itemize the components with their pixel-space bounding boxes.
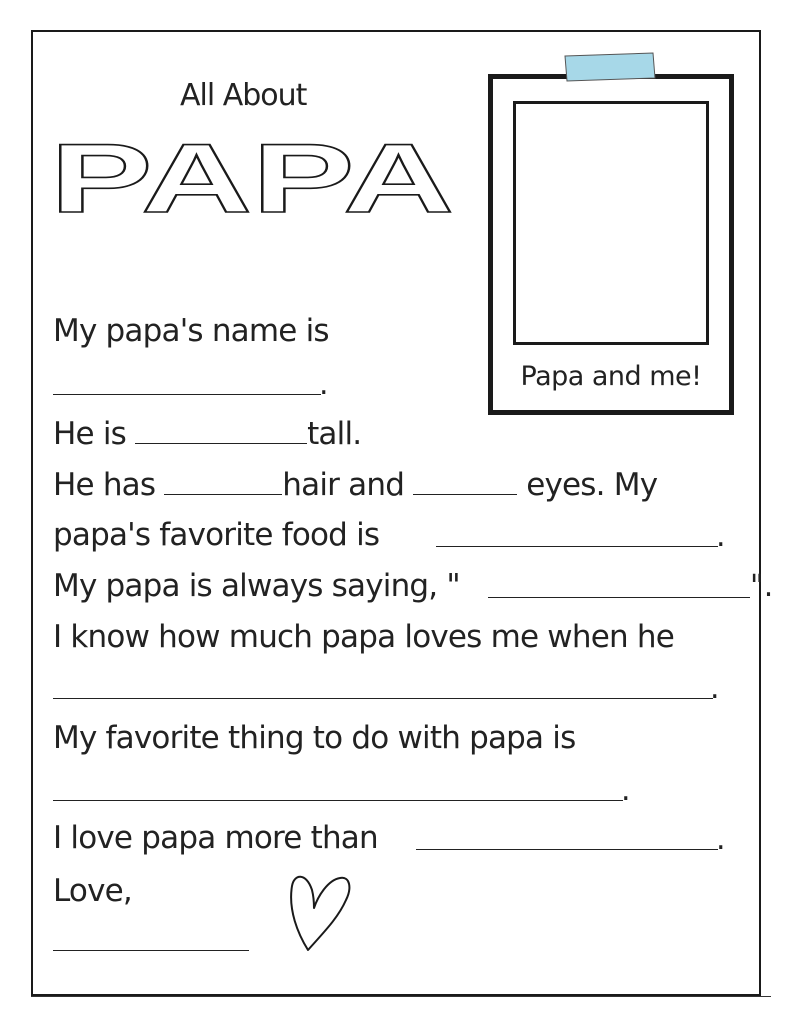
photo-area xyxy=(513,101,709,345)
page-title xyxy=(48,130,458,220)
tall-line xyxy=(53,416,362,452)
favorite-line xyxy=(53,720,576,756)
saying-close: ". xyxy=(750,569,774,604)
loves-line xyxy=(53,619,675,655)
eyes-suffix: eyes. My xyxy=(526,467,658,503)
name-blank[interactable] xyxy=(53,394,321,395)
loves-prompt: I know how much papa loves me when he xyxy=(53,619,675,655)
food-prompt: papa's favorite food is xyxy=(53,517,380,553)
signature-blank[interactable] xyxy=(53,950,249,951)
food-line xyxy=(53,517,380,553)
name-period: . xyxy=(319,367,329,402)
loves-period: . xyxy=(710,671,720,706)
love-more-period: . xyxy=(716,822,726,857)
saying-blank[interactable] xyxy=(488,597,750,598)
hair-prompt: He has xyxy=(53,467,156,503)
name-line xyxy=(53,313,329,349)
photo-frame xyxy=(488,74,734,415)
page-title-text: PAPA xyxy=(50,130,454,220)
name-prompt: My papa's name is xyxy=(53,313,329,349)
favorite-period: . xyxy=(621,773,631,808)
love-more-line xyxy=(53,820,378,856)
hair-middle: hair and xyxy=(282,467,405,503)
tall-suffix: tall. xyxy=(307,416,362,452)
tape-icon xyxy=(563,52,657,83)
subtitle: All About xyxy=(180,78,307,113)
food-blank[interactable] xyxy=(436,546,718,547)
tall-blank[interactable] xyxy=(135,439,307,444)
eyes-blank[interactable] xyxy=(413,490,517,495)
tall-prompt: He is xyxy=(53,416,127,452)
favorite-blank[interactable] xyxy=(53,800,623,801)
sign-off-text: Love, xyxy=(53,873,132,909)
favorite-prompt: My favorite thing to do with papa is xyxy=(53,720,576,756)
love-more-prompt: I love papa more than xyxy=(53,820,378,856)
photo-caption: Papa and me! xyxy=(520,361,702,392)
food-period: . xyxy=(716,519,726,554)
saying-prompt: My papa is always saying, " xyxy=(53,568,460,604)
love-more-blank[interactable] xyxy=(416,849,718,850)
loves-blank[interactable] xyxy=(53,698,713,699)
heart-icon xyxy=(284,866,354,956)
hair-blank[interactable] xyxy=(164,490,282,495)
saying-line xyxy=(53,568,460,604)
sign-off-line xyxy=(53,873,132,909)
hair-line xyxy=(53,467,658,503)
